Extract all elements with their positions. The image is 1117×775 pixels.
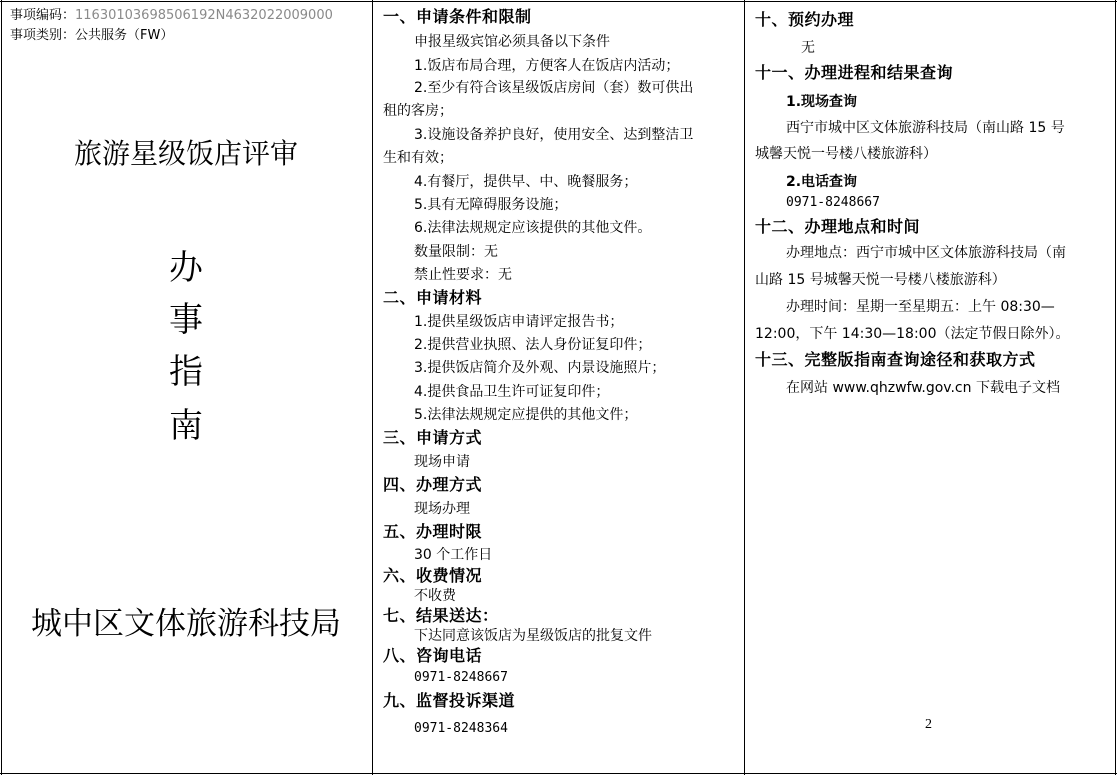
- section-4-text: 现场办理: [414, 501, 470, 517]
- condition-5: 5.具有无障碍服务设施；: [414, 197, 568, 213]
- section-7-text: 下达同意该饭店为星级饭店的批复文件: [414, 628, 652, 644]
- section-2-heading: 二、申请材料: [383, 288, 483, 307]
- section-7-heading: 七、结果送达：: [383, 606, 499, 625]
- section-13-heading: 十三、完整版指南查询途径和获取方式: [755, 350, 1036, 369]
- item-code-label: 事项编码：: [10, 8, 76, 23]
- guide-char-3: 指: [169, 352, 203, 392]
- item-code: [10, 7, 333, 25]
- right-border: [1115, 0, 1116, 775]
- complaint-phone: 0971-8248364: [414, 721, 508, 736]
- item-code-value: 11630103698506192N4632022009000: [75, 8, 333, 23]
- service-title: 旅游星级饭店评审: [73, 137, 298, 170]
- service-location-cont: 山路 15 号城馨天悦一号楼八楼旅游科）: [755, 272, 1006, 288]
- onsite-query-address-cont: 城馨天悦一号楼八楼旅游科）: [755, 146, 937, 162]
- download-instruction: 在网站 www.qhzwfw.gov.cn 下载电子文档: [786, 380, 1060, 396]
- material-3: 3.提供饭店简介及外观、内景设施照片；: [414, 360, 666, 376]
- service-hours: 办理时间：星期一至星期五：上午 08:30—: [786, 299, 1055, 315]
- section-5-text: 30 个工作日: [414, 547, 493, 563]
- condition-2: 2.至少有符合该星级饭店房间（套）数可供出: [414, 80, 694, 96]
- column-divider-2: [744, 0, 745, 775]
- material-1: 1.提供星级饭店申请评定报告书；: [414, 314, 624, 330]
- query-phone: 0971-8248667: [786, 195, 880, 210]
- item-type: 事项类别：公共服务（FW）: [10, 28, 174, 43]
- phone-query-subheading: 2.电话查询: [786, 174, 858, 190]
- section-10-heading: 十、预约办理: [755, 10, 855, 29]
- consult-phone: 0971-8248667: [414, 670, 508, 685]
- section-9-heading: 九、监督投诉渠道: [383, 691, 516, 710]
- service-hours-cont: 12:00，下午 14:30—18:00（法定节假日除外）。: [755, 326, 1070, 342]
- section-3-text: 现场申请: [414, 454, 470, 470]
- material-2: 2.提供营业执照、法人身份证复印件；: [414, 337, 652, 353]
- condition-4: 4.有餐厅，提供早、中、晚餐服务；: [414, 174, 638, 190]
- section-1-intro: 申报星级宾馆必须具备以下条件: [414, 34, 610, 50]
- service-location: 办理地点：西宁市城中区文体旅游科技局（南: [786, 245, 1066, 261]
- section-4-heading: 四、办理方式: [383, 475, 483, 494]
- condition-1: 1.饭店布局合理，方便客人在饭店内活动；: [414, 58, 680, 74]
- section-6-heading: 六、收费情况: [383, 566, 483, 585]
- onsite-query-address: 西宁市城中区文体旅游科技局（南山路 15 号: [786, 120, 1065, 136]
- bureau-name: 城中区文体旅游科技局: [31, 606, 341, 642]
- prohibitive-requirement: 禁止性要求：无: [414, 267, 512, 283]
- material-5: 5.法律法规规定应提供的其他文件；: [414, 407, 638, 423]
- section-8-heading: 八、咨询电话: [383, 646, 483, 665]
- section-10-text: 无: [801, 40, 815, 56]
- condition-2-cont: 租的客房；: [383, 103, 453, 119]
- quantity-limit: 数量限制：无: [414, 244, 498, 260]
- section-3-heading: 三、申请方式: [383, 428, 483, 447]
- section-1-heading: 一、申请条件和限制: [383, 7, 532, 26]
- material-4: 4.提供食品卫生许可证复印件；: [414, 384, 610, 400]
- section-11-heading: 十一、办理进程和结果查询: [755, 63, 954, 82]
- guide-char-1: 办: [169, 248, 203, 288]
- guide-char-4: 南: [169, 406, 203, 446]
- page-number: 2: [925, 717, 932, 732]
- section-12-heading: 十二、办理地点和时间: [755, 217, 921, 236]
- top-border: [0, 1, 1117, 2]
- column-divider-1: [372, 0, 373, 775]
- bottom-border: [0, 773, 1117, 774]
- condition-3-cont: 生和有效；: [383, 150, 453, 166]
- onsite-query-subheading: 1.现场查询: [786, 94, 858, 110]
- section-5-heading: 五、办理时限: [383, 522, 483, 541]
- condition-3: 3.设施设备养护良好，使用安全、达到整洁卫: [414, 127, 694, 143]
- guide-char-2: 事: [169, 300, 203, 340]
- section-6-text: 不收费: [414, 588, 456, 604]
- condition-6: 6.法律法规规定应该提供的其他文件。: [414, 220, 652, 236]
